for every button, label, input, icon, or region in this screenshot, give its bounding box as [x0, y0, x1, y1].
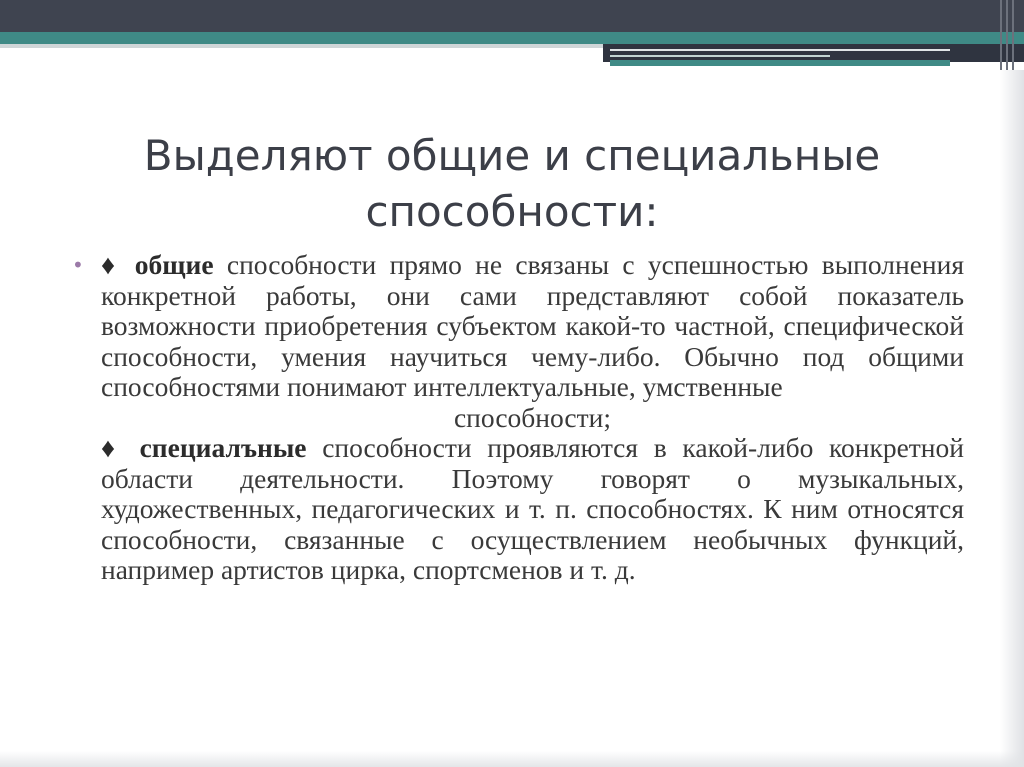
page-shadow-bottom [0, 751, 1024, 767]
page-shadow-right [1000, 70, 1024, 767]
slide-title [80, 128, 944, 240]
paragraph-special-abilities [72, 433, 964, 586]
diamond-icon: ♦ [101, 432, 124, 463]
header-teal-band [0, 32, 1024, 44]
text-special: способности проявляются в какой-либо конкретной области деятельности. Поэтому говорят о музыкальных, художественных, педагогических и т. п. способностях. К ним относятся способности, связанные с осуществлением необычных функций, например артистов цирка, спортсменов и т. д. [101, 432, 964, 585]
text-general: способности прямо не связаны с успешностью выполнения конкретной работы, они сами представляют собой показатель возможности приобретения субъектом какой-то частной, специфической способности, умения научиться чему-либо. Обычно под общими способностями понимают интеллектуальные, умственные [101, 249, 965, 402]
header-right-teal-stripe [610, 60, 950, 66]
term-special: специалъные [139, 432, 307, 463]
paragraph-general-abilities [72, 250, 964, 433]
slide-body [72, 250, 964, 586]
slide-title-line1: Выделяют общие и специальные [143, 131, 881, 180]
term-general: общие [134, 249, 214, 280]
bullet-dot-icon: • [72, 253, 84, 277]
text-general-tail: способности; [453, 401, 612, 433]
slide-title-line2: способности: [365, 187, 659, 236]
header-dark-band [0, 0, 1024, 32]
header-right-stripe [610, 55, 830, 57]
header-right-stripe [610, 49, 950, 51]
header-edge-lines [996, 0, 1024, 70]
diamond-icon: ♦ [101, 249, 122, 280]
